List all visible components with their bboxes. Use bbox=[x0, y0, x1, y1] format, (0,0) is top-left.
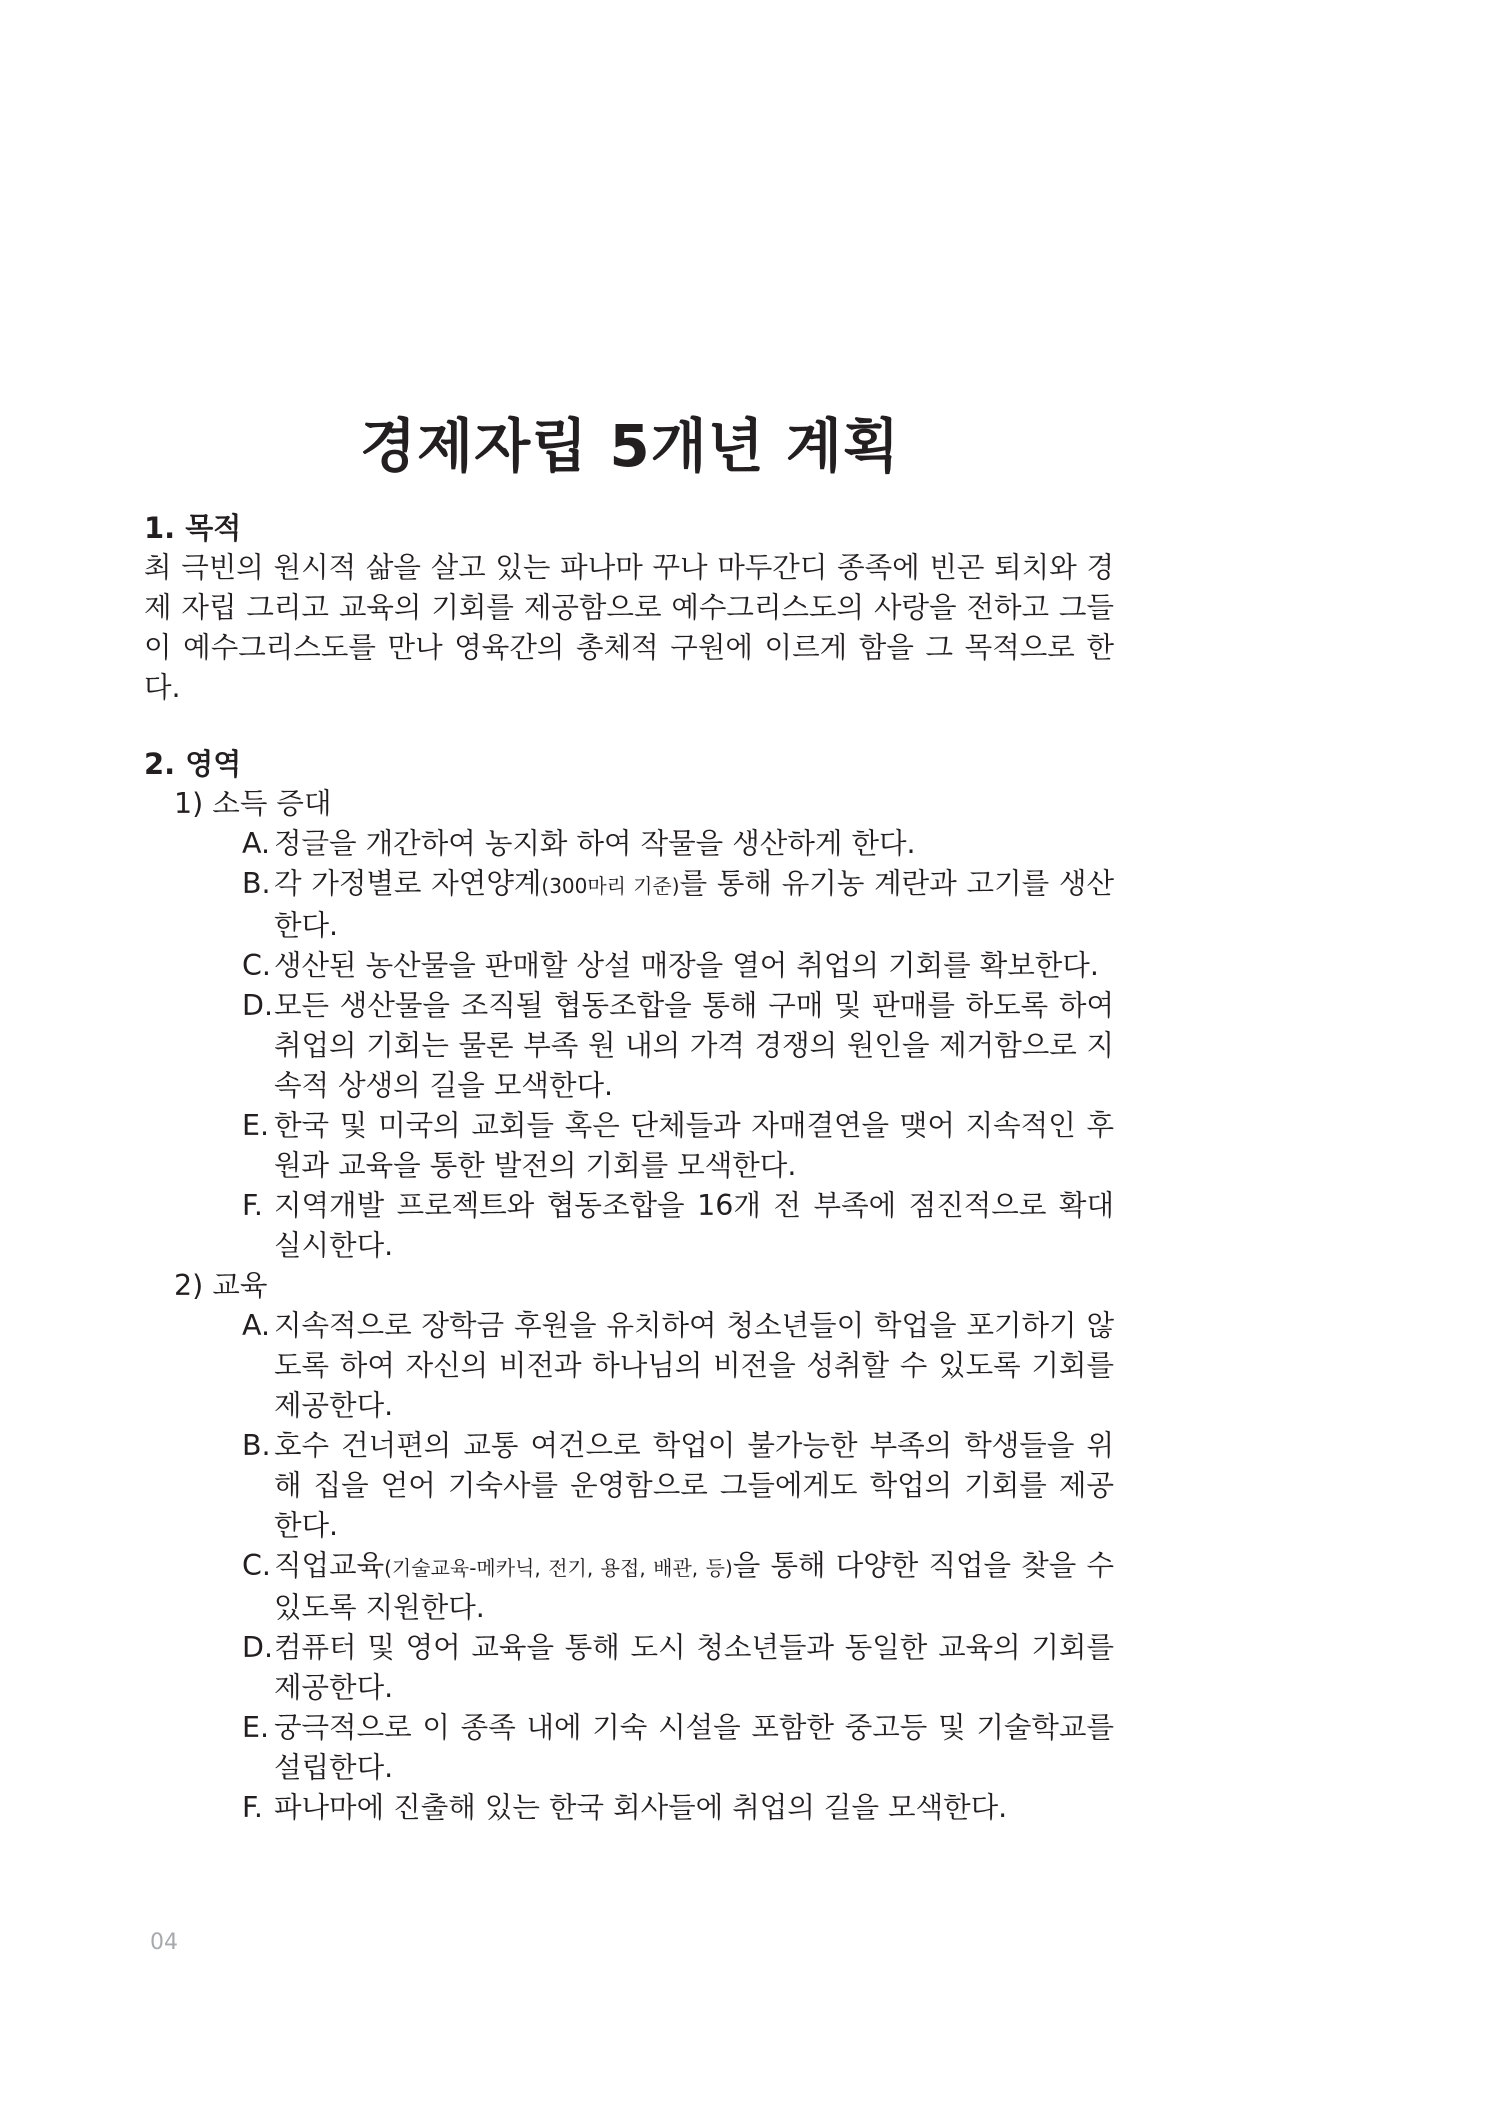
item-text-note: (300마리 기준) bbox=[541, 874, 680, 898]
list-item bbox=[242, 1306, 1114, 1426]
section-areas bbox=[144, 744, 1114, 1828]
item-text bbox=[274, 1546, 1114, 1628]
list-item bbox=[242, 1106, 1114, 1186]
item-text-part: 직업교육 bbox=[274, 1549, 385, 1582]
item-text-note: (기술교육-메카닉, 전기, 용접, 배관, 등) bbox=[384, 1556, 733, 1580]
item-text bbox=[274, 864, 1114, 946]
item-text: 한국 및 미국의 교회들 혹은 단체들과 자매결연을 맺어 지속적인 후원과 교육을 통한 발전의 기회를 모색한다. bbox=[274, 1109, 1114, 1182]
item-letter: A. bbox=[242, 1309, 271, 1342]
item-letter: A. bbox=[242, 827, 271, 860]
item-text: 컴퓨터 및 영어 교육을 통해 도시 청소년들과 동일한 교육의 기회를 제공한다. bbox=[274, 1631, 1114, 1704]
item-text-part: 각 가정별로 자연양계 bbox=[274, 867, 542, 900]
paragraph-line: 제 자립 그리고 교육의 기회를 제공함으로 예수그리스도의 사랑을 전하고 그들 bbox=[144, 591, 1114, 624]
list-item bbox=[242, 986, 1114, 1106]
item-letter: D. bbox=[242, 989, 274, 1022]
item-text: 지역개발 프로젝트와 협동조합을 16개 전 부족에 점진적으로 확대 실시한다. bbox=[274, 1189, 1114, 1262]
list-item bbox=[242, 1546, 1114, 1628]
item-letter: F. bbox=[242, 1791, 263, 1824]
item-text: 생산된 농산물을 판매할 상설 매장을 열어 취업의 기회를 확보한다. bbox=[274, 949, 1099, 982]
item-letter: C. bbox=[242, 949, 271, 982]
item-letter: B. bbox=[242, 1429, 271, 1462]
item-text: 파나마에 진출해 있는 한국 회사들에 취업의 길을 모색한다. bbox=[274, 1791, 1008, 1824]
item-text: 모든 생산물을 조직될 협동조합을 통해 구매 및 판매를 하도록 하여 취업의 기회는 물론 부족 원 내의 가격 경쟁의 원인을 제거함으로 지속적 상생의 길을 모색한다. bbox=[274, 989, 1114, 1102]
section-heading: 1. 목적 bbox=[144, 511, 242, 545]
item-letter: B. bbox=[242, 867, 271, 900]
item-text-part: 을 통해 다양한 직업을 찾을 수 있도록 지원한다. bbox=[274, 1549, 1114, 1624]
subsection-title: 1) 소득 증대 bbox=[174, 787, 332, 820]
list-item bbox=[242, 824, 1114, 864]
paragraph-line: 최 극빈의 원시적 삶을 살고 있는 파나마 꾸나 마두간디 종족에 빈곤 퇴치와 경 bbox=[144, 551, 1114, 584]
list-item bbox=[242, 1788, 1114, 1828]
item-list bbox=[174, 824, 1114, 1266]
page-title: 경제자립 5개년 계획 bbox=[360, 411, 900, 480]
subsection-title: 2) 교육 bbox=[174, 1269, 268, 1302]
item-text-part: 를 통해 유기농 계란과 고기를 생산한다. bbox=[274, 867, 1115, 942]
document-body bbox=[144, 508, 1114, 1828]
list-item bbox=[242, 1708, 1114, 1788]
list-item bbox=[242, 864, 1114, 946]
page-number: 04 bbox=[150, 1930, 178, 1955]
section-purpose bbox=[144, 508, 1114, 708]
list-item bbox=[242, 1628, 1114, 1708]
subsection-education bbox=[174, 1266, 1114, 1828]
item-text: 지속적으로 장학금 후원을 유치하여 청소년들이 학업을 포기하기 않도록 하여 자신의 비전과 하나님의 비전을 성취할 수 있도록 기회를 제공한다. bbox=[274, 1309, 1114, 1422]
item-letter: E. bbox=[242, 1711, 270, 1744]
list-item bbox=[242, 946, 1114, 986]
item-letter: F. bbox=[242, 1189, 263, 1222]
item-text: 정글을 개간하여 농지화 하여 작물을 생산하게 한다. bbox=[274, 827, 916, 860]
subsection-income bbox=[174, 784, 1114, 1266]
item-letter: E. bbox=[242, 1109, 270, 1142]
list-item bbox=[242, 1426, 1114, 1546]
item-text: 궁극적으로 이 종족 내에 기숙 시설을 포함한 중고등 및 기술학교를 설립한다. bbox=[274, 1711, 1114, 1784]
item-letter: C. bbox=[242, 1549, 271, 1582]
item-letter: D. bbox=[242, 1631, 274, 1664]
item-text: 호수 건너편의 교통 여건으로 학업이 불가능한 부족의 학생들을 위해 집을 얻어 기숙사를 운영함으로 그들에게도 학업의 기회를 제공한다. bbox=[274, 1429, 1114, 1542]
section-heading: 2. 영역 bbox=[144, 747, 242, 781]
item-list bbox=[174, 1306, 1114, 1828]
list-item bbox=[242, 1186, 1114, 1266]
paragraph-line: 이 예수그리스도를 만나 영육간의 총체적 구원에 이르게 함을 그 목적으로 한다. bbox=[144, 631, 1114, 704]
